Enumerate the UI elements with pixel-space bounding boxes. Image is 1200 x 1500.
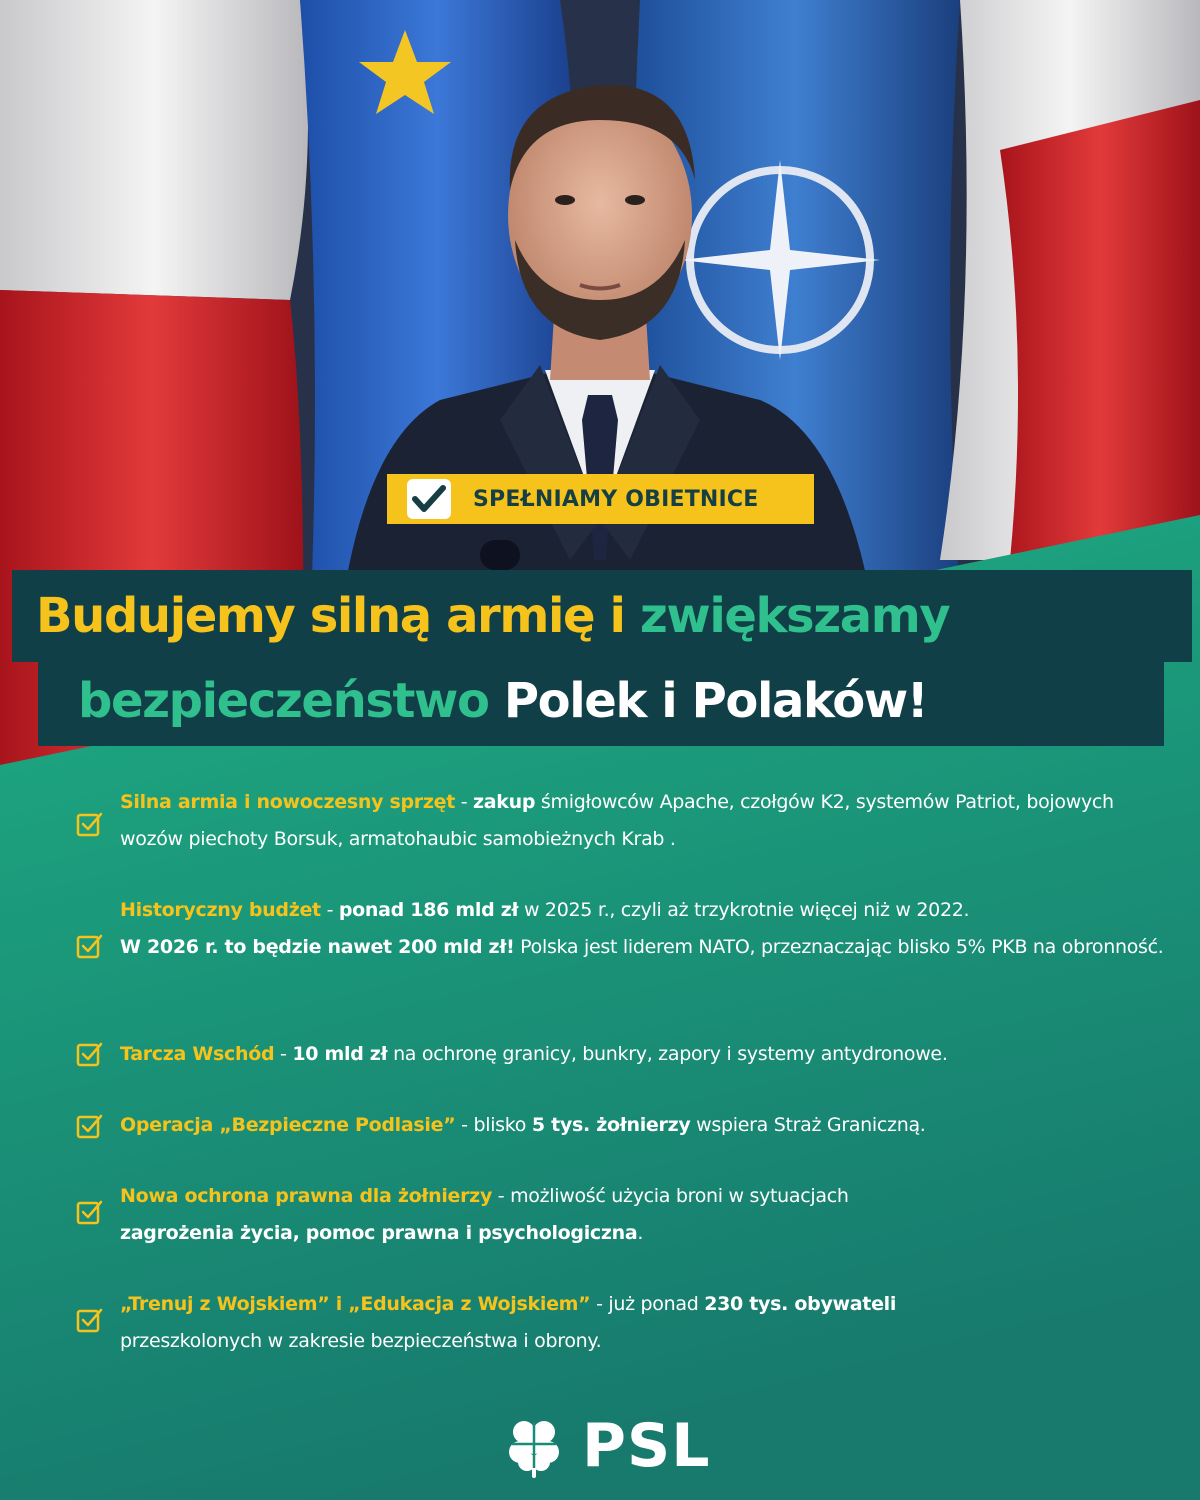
clover-icon <box>500 1412 568 1480</box>
list-item <box>120 1107 1170 1144</box>
checkbox-icon <box>76 1040 104 1068</box>
item-lead: Tarcza Wschód <box>120 1043 275 1065</box>
item-text: - możliwość użycia broni w sytuacjach <box>492 1185 849 1207</box>
item-text: wspiera Straż Graniczną. <box>690 1114 926 1136</box>
item-text: Polska jest liderem NATO, przeznaczając blisko 5% PKB na obronność. <box>514 936 1164 958</box>
list-item <box>120 1178 1170 1252</box>
headline-line-1 <box>12 570 1192 662</box>
logo-text: PSL <box>582 1411 711 1481</box>
item-text: - już ponad <box>590 1293 705 1315</box>
headline-segment: zwiększamy <box>639 588 950 644</box>
list-item <box>120 1036 1170 1073</box>
promise-badge <box>387 474 814 524</box>
item-bold: ponad 186 mld zł <box>338 899 519 921</box>
item-bold: zagrożenia życia, pomoc prawna i psychologiczna <box>120 1222 638 1244</box>
headline-segment: bezpieczeństwo <box>78 673 489 729</box>
item-text: - <box>320 899 339 921</box>
checkbox-icon <box>76 1112 104 1140</box>
list-item <box>120 1286 1170 1360</box>
item-bold: W 2026 r. to będzie nawet 200 mld zł! <box>120 936 515 958</box>
item-text: na ochronę granicy, bunkry, zapory i systemy antydronowe. <box>387 1043 948 1065</box>
item-bold: 5 tys. żołnierzy <box>531 1114 691 1136</box>
headline-segment: Polek i Polaków! <box>488 673 928 729</box>
headline-segment: i <box>594 588 640 644</box>
item-bold: zakup <box>473 791 536 813</box>
item-text: - blisko <box>455 1114 532 1136</box>
item-lead: „Trenuj z Wojskiem” i „Edukacja z Wojskiem” <box>120 1293 591 1315</box>
item-lead: Nowa ochrona prawna dla żołnierzy <box>120 1185 493 1207</box>
item-bold: 230 tys. obywateli <box>704 1293 897 1315</box>
checkbox-icon <box>76 1306 104 1334</box>
item-text: - <box>454 791 474 813</box>
badge-label: SPEŁNIAMY OBIETNICE <box>473 486 759 512</box>
item-text: przeszkolonych w zakresie bezpieczeństwa i obrony. <box>120 1330 602 1352</box>
checkbox-icon <box>76 932 104 960</box>
item-text: śmigłowców Apache, czołgów K2, systemów Patriot, bojowych wozów piechoty Borsuk, armatohaubic samobieżnych Krab . <box>120 791 1114 850</box>
item-text: - <box>274 1043 293 1065</box>
psl-logo <box>500 1406 710 1486</box>
checkbox-icon <box>76 810 104 838</box>
checkmark-icon <box>407 479 451 519</box>
item-lead: Operacja „Bezpieczne Podlasie” <box>120 1114 456 1136</box>
item-text: w 2025 r., czyli aż trzykrotnie więcej niż w 2022. <box>518 899 970 921</box>
item-lead: Historyczny budżet <box>120 899 321 921</box>
list-item <box>120 784 1170 858</box>
checkbox-icon <box>76 1198 104 1226</box>
item-bold: 10 mld zł <box>292 1043 388 1065</box>
headline-segment: Budujemy silną armię <box>36 588 595 644</box>
item-lead: Silna armia i nowoczesny sprzęt <box>120 791 455 813</box>
item-text: . <box>637 1222 644 1244</box>
list-item <box>120 892 1170 966</box>
headline-line-2 <box>38 656 1164 746</box>
